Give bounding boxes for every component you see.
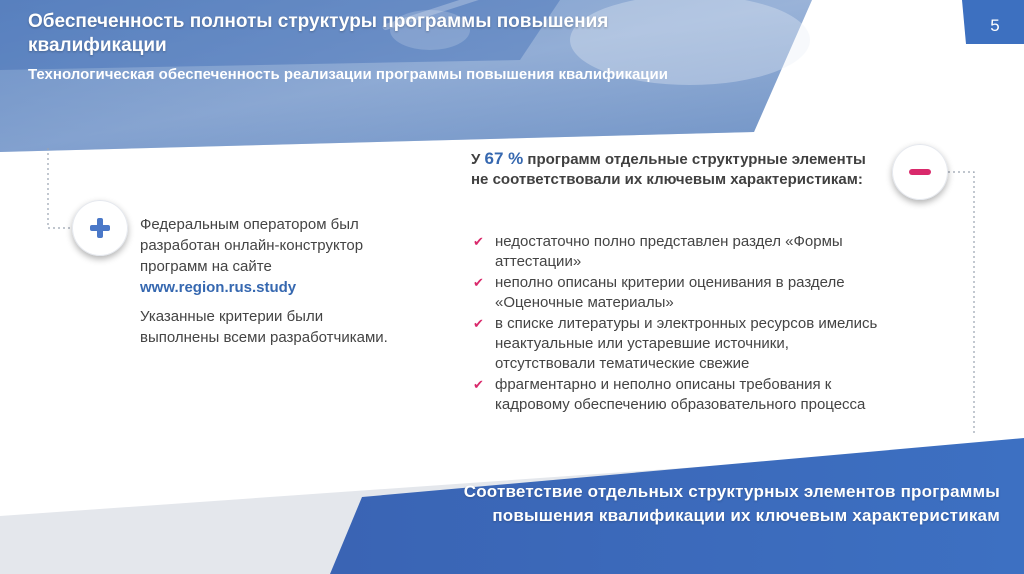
checkmark-icon: ✔ (473, 275, 484, 290)
list-item-text: недостаточно полно представлен раздел «Формы аттестации» (495, 233, 843, 270)
list-item (471, 314, 891, 374)
page-title: Обеспеченность полноты структуры программы повышения квалификации (28, 11, 609, 56)
heading-rest: программ отдельные структурные элементы не соответствовали их ключевым характеристикам: (471, 151, 866, 188)
percent-value: 67 % (484, 149, 524, 168)
heading-prefix: У (471, 151, 485, 168)
page-subtitle: Технологическая обеспеченность реализации программы повышения квалификации (28, 66, 668, 83)
operator-paragraph (140, 214, 390, 298)
percent-heading (471, 149, 871, 190)
list-item-text: в списке литературы и электронных ресурсов имелись неактуальные или устаревшие источники, отсутствовали тематические свежие (495, 315, 878, 372)
criteria-paragraph: Указанные критерии были выполнены всеми разработчиками. (140, 308, 388, 346)
list-item (471, 232, 891, 272)
checkmark-icon: ✔ (473, 234, 484, 249)
page-number: 5 (990, 16, 1000, 35)
site-link[interactable]: www.region.rus.study (140, 279, 297, 296)
operator-text: Федеральным оператором был разработан онлайн-конструктор программ на сайте (140, 216, 364, 275)
plus-icon (72, 200, 128, 256)
plus-badge (72, 200, 128, 256)
left-column-text (140, 214, 390, 356)
minus-badge (892, 144, 948, 200)
list-item (471, 375, 891, 415)
list-item-text: неполно описаны критерии оценивания в разделе «Оценочные материалы» (495, 274, 845, 311)
issues-list (471, 232, 891, 416)
footer-conclusion: Соответствие отдельных структурных элементов программы повышения квалификации их ключевым характеристикам (463, 482, 1000, 525)
list-item (471, 273, 891, 313)
minus-icon (892, 144, 948, 200)
checkmark-icon: ✔ (473, 377, 484, 392)
list-item-text: фрагментарно и неполно описаны требования к кадровому обеспечению образовательного процесса (495, 376, 866, 413)
checkmark-icon: ✔ (473, 316, 484, 331)
